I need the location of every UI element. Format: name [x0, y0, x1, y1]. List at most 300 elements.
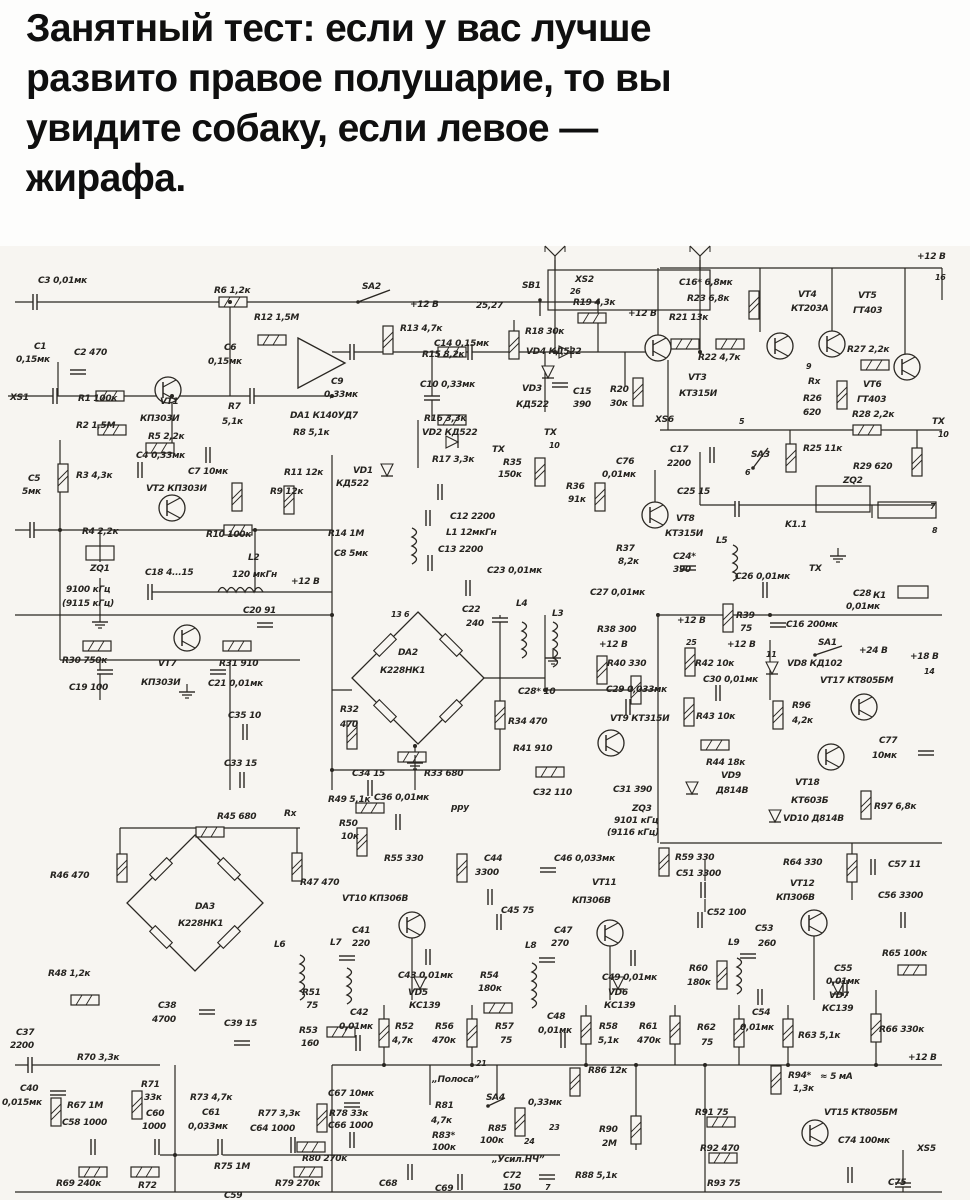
schematic-label: 8	[932, 526, 938, 535]
schematic-label: R67 1М	[67, 1101, 104, 1111]
schematic-label: R92 470	[700, 1144, 740, 1154]
schematic-label: C1	[34, 342, 47, 352]
schematic-label: VD1	[353, 466, 373, 476]
schematic-label: VD10 Д814В	[783, 814, 844, 824]
schematic-label: К228НК1	[380, 666, 426, 676]
schematic-label: 3300	[475, 868, 499, 878]
schematic-label: R40 330	[607, 659, 647, 669]
schematic-label: DA1 К140УД7	[290, 411, 358, 421]
schematic-label: 8,2к	[618, 557, 639, 567]
schematic-label: R83*	[432, 1131, 455, 1141]
schematic-label: 25	[686, 638, 697, 647]
schematic-label: XS6	[655, 415, 674, 425]
schematic-label: VT9 КТ315И	[610, 714, 670, 724]
schematic-label: 10	[938, 430, 949, 439]
schematic-label: 23	[549, 1123, 560, 1132]
schematic-label: 5	[739, 417, 745, 426]
schematic-label: C41	[352, 926, 371, 936]
schematic-label: VT17 КТ805БМ	[820, 676, 894, 686]
schematic-label: R38 300	[597, 625, 637, 635]
schematic-label: 620	[803, 408, 821, 418]
schematic-label: „Усил.НЧ”	[492, 1155, 545, 1165]
schematic-label: SA4	[486, 1093, 505, 1103]
schematic-label: VT2 КП303И	[146, 484, 207, 494]
schematic-label: VD9	[721, 771, 741, 781]
schematic-label: +12 В	[628, 309, 657, 319]
schematic-label: R4 2,2к	[82, 527, 119, 537]
schematic-label: 11	[766, 650, 777, 659]
schematic-label: R50	[339, 819, 358, 829]
schematic-label: R19 4,3к	[573, 298, 616, 308]
schematic-label: L7	[330, 938, 342, 948]
schematic-label: R37	[616, 544, 635, 554]
schematic-label: XS2	[575, 275, 594, 285]
schematic-label: 10к	[341, 832, 359, 842]
schematic-label: C64 1000	[250, 1124, 295, 1134]
schematic-label: R66 330к	[879, 1025, 925, 1035]
schematic-label: КП306В	[776, 893, 815, 903]
schematic-label: КП303И	[140, 414, 180, 424]
schematic-label: +12 В	[410, 300, 439, 310]
schematic-label: „Полоса”	[432, 1075, 480, 1085]
schematic-label: R21 13к	[669, 313, 709, 323]
schematic-label: VD8 КД102	[787, 659, 843, 669]
schematic-label: R62	[697, 1023, 716, 1033]
schematic-label: КС139	[409, 1001, 441, 1011]
schematic-label: 24	[524, 1137, 535, 1146]
schematic-label: C54	[752, 1008, 771, 1018]
schematic-label: C75	[888, 1178, 907, 1188]
schematic-label: C25 15	[677, 487, 710, 497]
schematic-label: КП306В	[572, 896, 611, 906]
schematic-label: 14	[924, 667, 935, 676]
schematic-label: ZQ2	[843, 476, 863, 486]
schematic-label: R13 4,7к	[400, 324, 443, 334]
schematic-label: C52 100	[707, 908, 746, 918]
schematic-label: 6	[404, 610, 410, 619]
schematic-label: DA3	[195, 902, 215, 912]
schematic-label: R94*	[788, 1071, 811, 1081]
schematic-label: VT7	[158, 659, 177, 669]
schematic-label: VT1	[160, 397, 179, 407]
schematic-label: C20 91	[243, 606, 276, 616]
caption-line: Занятный тест: если у вас лучше	[26, 7, 651, 50]
schematic-label: C33 15	[224, 759, 257, 769]
schematic-label: R39	[736, 611, 755, 621]
schematic-label: R36	[566, 482, 585, 492]
schematic-label: 160	[301, 1039, 319, 1049]
schematic-label: C13 2200	[438, 545, 483, 555]
schematic-label: C72	[503, 1171, 522, 1181]
schematic-label: R56	[435, 1022, 454, 1032]
schematic-label: 0,01мк	[826, 977, 860, 987]
schematic-label: R49 5,1к	[328, 795, 371, 805]
schematic-label: C42	[350, 1008, 369, 1018]
schematic-label: 6	[745, 468, 751, 477]
schematic-label: 2200	[10, 1041, 34, 1051]
schematic-label: R33 680	[424, 769, 464, 779]
schematic-label: 150	[503, 1183, 521, 1193]
schematic-label: VT15 КТ805БМ	[824, 1108, 898, 1118]
schematic-label: R15 8,2к	[422, 350, 465, 360]
schematic-label: R75 1М	[214, 1162, 251, 1172]
schematic-label: C44	[484, 854, 503, 864]
schematic-label: R88 5,1к	[575, 1171, 618, 1181]
schematic-label: 75	[500, 1036, 512, 1046]
schematic-label: C46 0,033мк	[554, 854, 615, 864]
schematic-label: R30 750к	[62, 656, 108, 666]
schematic-label: R60	[689, 964, 708, 974]
schematic-label: R58	[599, 1022, 618, 1032]
schematic-label: 260	[758, 939, 776, 949]
schematic-label: +24 В	[859, 646, 888, 656]
schematic-label: R59 330	[675, 853, 715, 863]
schematic-label: R32	[340, 705, 359, 715]
schematic-label: 13	[391, 610, 402, 619]
schematic-label: C51 3300	[676, 869, 721, 879]
schematic-label: R23 6,8к	[687, 294, 730, 304]
schematic-label: КТ203А	[791, 304, 829, 314]
schematic-label: R35	[503, 458, 522, 468]
schematic-label: R45 680	[217, 812, 257, 822]
schematic-label: ГТ403	[853, 306, 883, 316]
schematic-label: C3 0,01мк	[38, 276, 87, 286]
schematic-label: C49 0,01мк	[602, 973, 657, 983]
caption-line: увидите собаку, если левое —	[26, 107, 598, 150]
schematic-label: R1 100к	[78, 394, 118, 404]
schematic-label: C55	[834, 964, 853, 974]
schematic-label: VD3	[522, 384, 542, 394]
schematic-label: 4,7к	[392, 1036, 413, 1046]
schematic-label: 0,33мк	[324, 390, 358, 400]
schematic-label: R28 2,2к	[852, 410, 895, 420]
schematic-label: R46 470	[50, 871, 90, 881]
schematic-label: R77 3,3к	[258, 1109, 301, 1119]
schematic-label: R64 330	[783, 858, 823, 868]
schematic-label: C2 470	[74, 348, 107, 358]
schematic-label: 91к	[568, 495, 586, 505]
schematic-label: VT3	[688, 373, 707, 383]
schematic-label: 120 мкГн	[232, 570, 277, 580]
schematic-label: C26 0,01мк	[735, 572, 790, 582]
schematic-label: L6	[274, 940, 286, 950]
schematic-label: 100к	[432, 1143, 456, 1153]
schematic-label: КС139	[604, 1001, 636, 1011]
schematic-label: VT6	[863, 380, 882, 390]
schematic-label: К228НК1	[178, 919, 224, 929]
schematic-label: XS5	[917, 1144, 936, 1154]
schematic-label: R86 12к	[588, 1066, 628, 1076]
schematic-label: L8	[525, 941, 537, 951]
schematic-label: R34 470	[508, 717, 548, 727]
schematic-label: R8 5,1к	[293, 428, 330, 438]
schematic-label: КС139	[822, 1004, 854, 1014]
schematic-label: R51	[302, 988, 321, 998]
schematic-label: R54	[480, 971, 499, 981]
schematic-label: C6	[224, 343, 237, 353]
schematic-label: R10 100к	[206, 530, 252, 540]
schematic-label: C58 1000	[62, 1118, 107, 1128]
schematic-label: C39 15	[224, 1019, 257, 1029]
schematic-label: R41 910	[513, 744, 553, 754]
schematic-label: ZQ3	[632, 804, 652, 814]
schematic-label: Д814В	[716, 786, 749, 796]
schematic-label: 21	[476, 1059, 487, 1068]
schematic-label: C40	[20, 1084, 39, 1094]
schematic-label: C45 75	[501, 906, 534, 916]
schematic-label: +18 В	[910, 652, 939, 662]
schematic-label: R78 33к	[329, 1109, 369, 1119]
schematic-label: C38	[158, 1001, 177, 1011]
schematic-label: VD7	[829, 991, 849, 1001]
schematic-label: R55 330	[384, 854, 424, 864]
schematic-label: 4,2к	[792, 716, 813, 726]
schematic-label: 9	[806, 362, 812, 371]
schematic-label: рру	[451, 803, 469, 813]
schematic-label: 1000	[142, 1122, 166, 1132]
schematic-label: R14 1М	[328, 529, 365, 539]
schematic-label: (9115 кГц)	[62, 599, 114, 609]
schematic-label: R63 5,1к	[798, 1031, 841, 1041]
schematic-label: C66 1000	[328, 1121, 373, 1131]
schematic-label: +12 В	[908, 1053, 937, 1063]
schematic-label: 30к	[610, 399, 628, 409]
schematic-label: 180к	[687, 978, 711, 988]
schematic-label: 7	[930, 502, 936, 511]
schematic-label: C43 0,01мк	[398, 971, 453, 981]
schematic-label: R17 3,3к	[432, 455, 475, 465]
schematic-label: ТХ	[544, 428, 557, 438]
schematic-label: R6 1,2к	[214, 286, 251, 296]
schematic-label: R65 100к	[882, 949, 928, 959]
schematic-label: 470к	[637, 1036, 661, 1046]
schematic-label: K1.1	[785, 520, 807, 530]
schematic-label: VD4 КД522	[526, 347, 582, 357]
schematic-label: R71	[141, 1080, 160, 1090]
schematic-label: КП303И	[141, 678, 181, 688]
schematic-label: 5,1к	[598, 1036, 619, 1046]
schematic-label: R43 10к	[696, 712, 736, 722]
schematic-label: 390	[673, 565, 691, 575]
schematic-label: 470	[340, 720, 358, 730]
schematic-label: 180к	[478, 984, 502, 994]
schematic-label: DA2	[398, 648, 418, 658]
schematic-label: R73 4,7к	[190, 1093, 233, 1103]
schematic-label: C15	[573, 387, 592, 397]
schematic-label: 75	[701, 1038, 713, 1048]
schematic-label: 33к	[144, 1093, 162, 1103]
schematic-label: R79 270к	[275, 1179, 321, 1189]
schematic-label: R44 18к	[706, 758, 746, 768]
schematic-label: 0,33мк	[528, 1098, 562, 1108]
schematic-label: C29 0,033мк	[606, 685, 667, 695]
schematic-label: R26	[803, 394, 822, 404]
schematic-label: (9116 кГц)	[607, 828, 659, 838]
schematic-label: R70 3,3к	[77, 1053, 120, 1063]
schematic-label: SB1	[522, 281, 541, 291]
schematic-label: КД522	[516, 400, 549, 410]
schematic-label: C48	[547, 1012, 566, 1022]
schematic-label: C7 10мк	[188, 467, 228, 477]
schematic-label: 5,1к	[222, 417, 243, 427]
schematic-label: R22 4,7к	[698, 353, 741, 363]
schematic-label: 0,15мк	[208, 357, 242, 367]
schematic-label: C68	[379, 1179, 398, 1189]
schematic-label: C16 200мк	[786, 620, 838, 630]
schematic-label: C8 5мк	[334, 549, 368, 559]
schematic-label: L4	[516, 599, 528, 609]
schematic-label: C57 11	[888, 860, 921, 870]
schematic-label: SA1	[818, 638, 837, 648]
schematic-label: C37	[16, 1028, 35, 1038]
schematic-label: C60	[146, 1109, 165, 1119]
schematic-label: 150к	[498, 470, 522, 480]
schematic-label: C5	[28, 474, 41, 484]
schematic-label: C12 2200	[450, 512, 495, 522]
schematic-label: C28* 10	[518, 687, 556, 697]
schematic-label: Rх	[808, 377, 821, 387]
schematic-label: R47 470	[300, 878, 340, 888]
schematic-label: VT10 КП306В	[342, 894, 408, 904]
schematic-label: C23 0,01мк	[487, 566, 542, 576]
schematic-label: VT18	[795, 778, 820, 788]
schematic-label: C21 0,01мк	[208, 679, 263, 689]
schematic-label: 4,7к	[431, 1116, 452, 1126]
schematic-label: 100к	[480, 1136, 504, 1146]
schematic-label: L3	[552, 609, 564, 619]
schematic-label: R57	[495, 1022, 514, 1032]
schematic-label: ТХ	[932, 417, 945, 427]
schematic-label: C14 0,15мк	[434, 339, 489, 349]
schematic-label: ≈ 5 мА	[820, 1072, 853, 1082]
schematic-label: 220	[352, 939, 370, 949]
schematic-label: 0,033мк	[188, 1122, 228, 1132]
schematic-label: 2М	[602, 1139, 617, 1149]
schematic-label: R69 240к	[56, 1179, 102, 1189]
schematic-label: C19 100	[69, 683, 108, 693]
schematic-label: 9100 кГц	[66, 585, 111, 595]
schematic-label: 0,15мк	[16, 355, 50, 365]
schematic-label: R3 4,3к	[76, 471, 113, 481]
schematic-label: C47	[554, 926, 573, 936]
schematic-label: L9	[728, 938, 740, 948]
schematic-label: R93 75	[707, 1179, 741, 1189]
caption-line: развито правое полушарие, то вы	[26, 57, 672, 100]
schematic-label: C35 10	[228, 711, 261, 721]
schematic-label: C69	[435, 1184, 454, 1194]
schematic-label: Rх	[284, 809, 297, 819]
schematic-label: R80 270к	[302, 1154, 348, 1164]
schematic-label: R97 6,8к	[874, 802, 917, 812]
schematic-label: 0,01мк	[846, 602, 880, 612]
schematic-label: L1 12мкГн	[446, 528, 497, 538]
schematic-label: 5мк	[22, 487, 41, 497]
schematic-label: C18 4...15	[145, 568, 194, 578]
schematic-label: VD6	[608, 988, 628, 998]
schematic-label: R16 3,3к	[424, 414, 467, 424]
schematic-label: ТХ	[809, 564, 822, 574]
schematic-label: КТ315И	[679, 389, 718, 399]
schematic-label: VT11	[592, 878, 617, 888]
schematic-label: R81	[435, 1101, 454, 1111]
schematic-label: 1,3к	[793, 1084, 814, 1094]
schematic-label: C22	[462, 605, 481, 615]
schematic-label: +12 В	[727, 640, 756, 650]
schematic-label: КТ603Б	[791, 796, 829, 806]
schematic-label: R90	[599, 1125, 618, 1135]
schematic-label: 9101 кГц	[614, 816, 659, 826]
schematic-label: 75	[740, 624, 752, 634]
schematic-label: C61	[202, 1108, 221, 1118]
schematic-label: C53	[755, 924, 774, 934]
schematic-label: 0,01мк	[740, 1023, 774, 1033]
schematic-label: C59	[224, 1191, 243, 1201]
schematic-label: VD2 КД522	[422, 428, 478, 438]
schematic-label: R5 2,2к	[148, 432, 185, 442]
schematic-label: C17	[670, 445, 689, 455]
schematic-label: R96	[792, 701, 811, 711]
schematic-label: R27 2,2к	[847, 345, 890, 355]
schematic-label: ГТ403	[857, 395, 887, 405]
schematic-label: C30 0,01мк	[703, 675, 758, 685]
schematic-label: VT8	[676, 514, 695, 524]
caption-line: жирафа.	[26, 157, 186, 200]
schematic-label: 25,27	[476, 301, 503, 311]
schematic-label: R52	[395, 1022, 414, 1032]
schematic-label: ZQ1	[90, 564, 110, 574]
schematic-label: L2	[248, 553, 260, 563]
schematic-label: 26	[570, 287, 581, 296]
schematic-label: +12 В	[599, 640, 628, 650]
schematic-label: SA3	[751, 450, 770, 460]
schematic-label: 390	[573, 400, 591, 410]
schematic-label: R42 10к	[695, 659, 735, 669]
schematic-label: C34 15	[352, 769, 385, 779]
schematic-label: VT4	[798, 290, 817, 300]
schematic-label: R2 1,5М	[76, 421, 116, 431]
schematic-label: R20	[610, 385, 629, 395]
schematic-label: 240	[466, 619, 484, 629]
schematic-label: C4 0,33мк	[136, 451, 185, 461]
schematic-label: +12 В	[917, 252, 946, 262]
schematic-label: R91 75	[695, 1108, 729, 1118]
schematic-label: C16* 6,8мк	[679, 278, 733, 288]
schematic-label: C10 0,33мк	[420, 380, 475, 390]
schematic-label: VT5	[858, 291, 877, 301]
schematic-label: C67 10мк	[328, 1089, 374, 1099]
schematic-label: R48 1,2к	[48, 969, 91, 979]
schematic-label: C9	[331, 377, 344, 387]
schematic-label: R25 11к	[803, 444, 843, 454]
schematic-label: VD5	[408, 988, 428, 998]
schematic-label: C24*	[673, 552, 696, 562]
schematic-label: C31 390	[613, 785, 652, 795]
schematic-label: C28	[853, 589, 872, 599]
schematic-label: C27 0,01мк	[590, 588, 645, 598]
schematic-label: R53	[299, 1026, 318, 1036]
schematic-label: 0,015мк	[2, 1098, 42, 1108]
schematic-label: C74 100мк	[838, 1136, 890, 1146]
schematic-label: КД522	[336, 479, 369, 489]
schematic-label: R31 910	[219, 659, 259, 669]
schematic-label: R72	[138, 1181, 157, 1191]
schematic-label: 270	[551, 939, 569, 949]
schematic-label: L5	[716, 536, 728, 546]
schematic-label: XS1	[10, 393, 29, 403]
schematic-label: 10	[549, 441, 560, 450]
schematic-label: VT12	[790, 879, 815, 889]
schematic-label: +12 В	[677, 616, 706, 626]
